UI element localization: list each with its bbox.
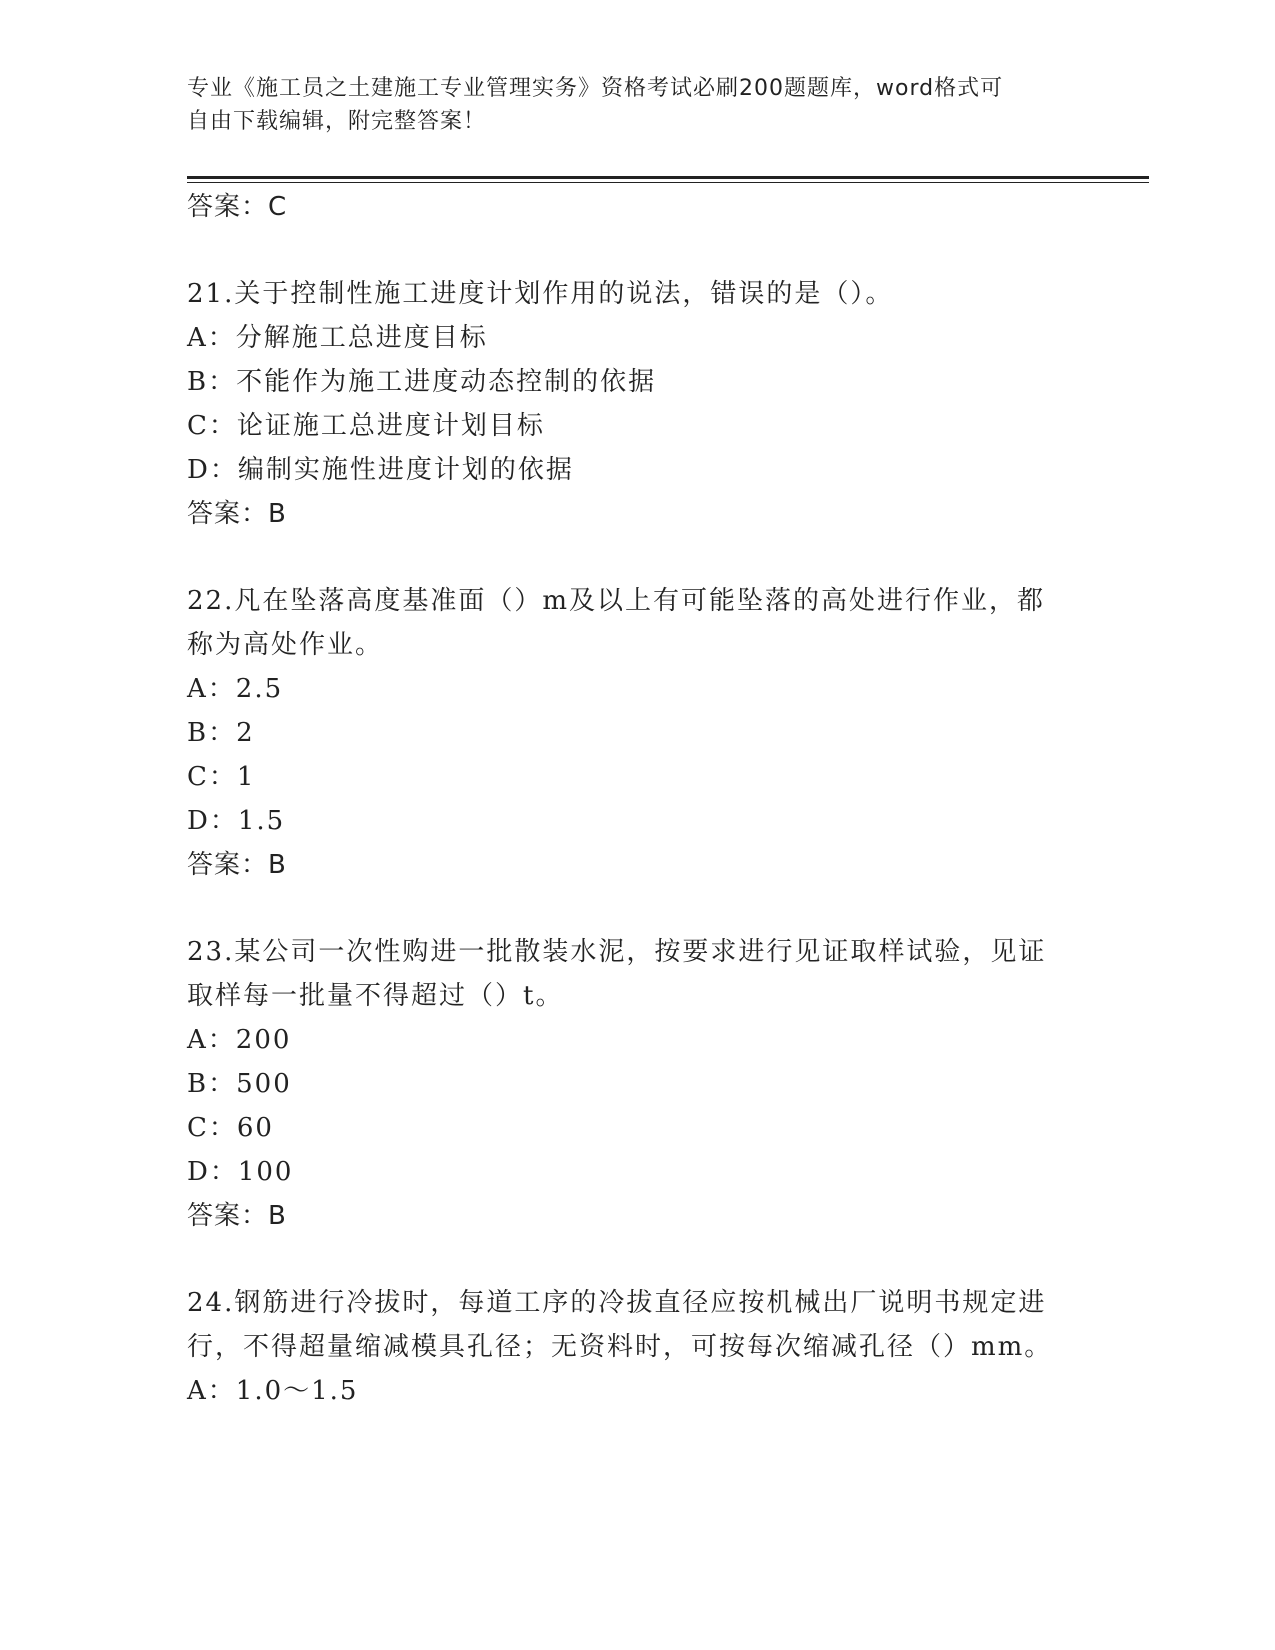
header-divider-thin xyxy=(187,182,1149,183)
question-24-stem-line-1: 24.钢筋进行冷拔时，每道工序的冷拔直径应按机械出厂说明书规定进 xyxy=(187,1288,1047,1318)
question-23-answer: 答案：B xyxy=(187,1201,287,1231)
header-line-1: 专业《施工员之土建施工专业管理实务》资格考试必刷200题题库，word格式可 xyxy=(187,76,1004,101)
question-22-answer: 答案：B xyxy=(187,850,287,880)
question-21-option-b: B：不能作为施工进度动态控制的依据 xyxy=(187,367,657,397)
question-22-option-b: B：2 xyxy=(187,718,255,748)
question-23-stem-line-2: 取样每一批量不得超过（）t。 xyxy=(187,981,564,1011)
question-22-option-a: A：2.5 xyxy=(187,674,284,704)
question-22-stem-line-2: 称为高处作业。 xyxy=(187,630,384,660)
question-23-option-b: B：500 xyxy=(187,1069,292,1099)
question-22-option-c: C：1 xyxy=(187,762,256,792)
question-21-stem-line-1: 21.关于控制性施工进度计划作用的说法，错误的是（）。 xyxy=(187,279,894,309)
question-23-stem-line-1: 23.某公司一次性购进一批散装水泥，按要求进行见证取样试验，见证 xyxy=(187,937,1047,967)
header-divider-thick xyxy=(187,176,1149,179)
question-22-stem-line-1: 22.凡在坠落高度基准面（）m及以上有可能坠落的高处进行作业，都 xyxy=(187,586,1046,616)
question-21-option-a: A：分解施工总进度目标 xyxy=(187,323,488,353)
previous-answer: 答案：C xyxy=(187,192,288,222)
question-21-option-d: D：编制实施性进度计划的依据 xyxy=(187,455,574,485)
question-24-option-a: A：1.0～1.5 xyxy=(187,1376,359,1406)
question-21-option-c: C：论证施工总进度计划目标 xyxy=(187,411,545,441)
question-24-stem-line-2: 行，不得超量缩减模具孔径；无资料时，可按每次缩减孔径（）mm。 xyxy=(187,1332,1053,1362)
question-22-option-d: D：1.5 xyxy=(187,806,286,836)
question-23-option-a: A：200 xyxy=(187,1025,292,1055)
document-header xyxy=(187,72,1067,138)
question-23-option-d: D：100 xyxy=(187,1157,294,1187)
header-line-2: 自由下载编辑，附完整答案！ xyxy=(187,109,487,134)
question-23-option-c: C：60 xyxy=(187,1113,274,1143)
question-21-answer: 答案：B xyxy=(187,499,287,529)
